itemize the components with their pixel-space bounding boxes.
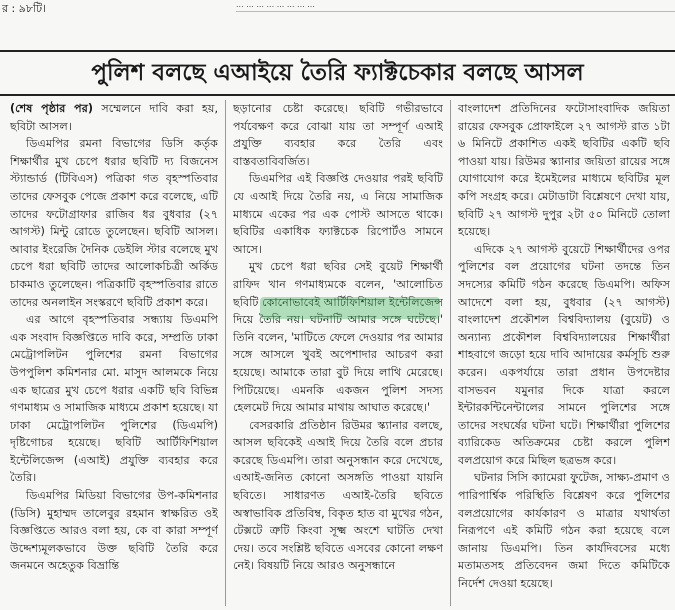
article-paragraph: ডিএমপির এই বিজ্ঞপ্তি দেওয়ার পরই ছবিটি যে এআই দিয়ে তৈরি নয়, এ নিয়ে সামাজিক মাধ্যমে একের পর এক পোস্ট আসতে থাকে। ছবিটির একাধিক ফ্যাক্টচেক রিপোর্টও সামনে আসে।: [233, 172, 443, 256]
article-paragraph: বাংলাদেশ প্রতিদিনের ফটোসাংবাদিক জয়িতা রায়ের ফেসবুক প্রোফাইলে ২৭ আগস্ট রাত ১টা ৬ মিনিটে প্রকাশিত একই ছবিটির একটি ছবি পাওয়া যায়। রিউমর স্ক্যানার জয়িতা রায়ের সঙ্গে যোগাযোগ করে ইমেইলের মাধ্যমে ছবিটির মূল কপি সংগ্রহ করে। মেটাডাটা বিশ্লেষণে দেখা যায়, ছবিটি ২৭ আগস্ট দুপুর ২টা ৫০ মিনিটে তোলা হয়েছে।: [458, 102, 670, 239]
page-count-fragment: র : ৯৮টি।: [2, 2, 47, 15]
article-column-3: [458, 100, 670, 606]
paragraph-text: সম্মেলনে দাবি করা হয়, ছবিটা আসল।: [10, 102, 218, 133]
column-divider: [450, 100, 451, 606]
article-paragraph: ডিএমপির মিডিয়া বিভাগের উপ-কমিশনার (ডিসি) মুহাম্মদ তালেবুর রহমান স্বাক্ষরিত ওই বিজ্ঞপ্তিতে আরও বলা হয়, কে বা কারা সম্পূর্ণ উদ্দেশ্যমূলকভাবে উক্ত ছবিটি তৈরি করে জনমনে অহেতুক বিভ্রান্তি: [10, 489, 218, 573]
article-paragraph: মুখ চেপে ধরা ছবির সেই বুয়েট শিক্ষার্থী রাফিদ খান গণমাধ্যমকে বলেন, 'আলোচিত ছবিটি কোনোভাবেই আর্টিফিশিয়াল ইন্টেলিজেন্স দিয়ে তৈরি নয়। ঘটনাটি আমার সঙ্গে ঘটেছে।' তিনি বলেন, 'মাটিতে ফেলে দেওয়ার পর আমার সঙ্গে আসলে খুবই অপেশাদার আচরণ করা হয়েছে। আমাকে তারা বুট দিয়ে লাথি মেরেছে। পিটিয়েছে। এমনকি একজন পুলিশ সদস্য হেলমেট দিয়ে আমার মাথায় আঘাত করেছে।': [233, 260, 443, 415]
top-strip: [0, 0, 675, 20]
headline-box: [0, 50, 675, 96]
article-paragraph: ঘটনার সিসি ক্যামেরা ফুটেজ, সাক্ষ্য-প্রমাণ ও পারিপার্শ্বিক পরিস্থিতি বিশ্লেষণ করে পুলিশের বলপ্রয়োগের কার্যকারণ ও মাত্রার যথার্থতা নিরূপণে এই কমিটি গঠন করা হয়েছে বলে জানায় ডিএমপি। তিন কার্যদিবসের মধ্যে মতামতসহ প্রতিবেদন জমা দিতে কমিটিকে নির্দেশ দেওয়া হয়েছে।: [458, 471, 670, 591]
article-headline: পুলিশ বলছে এআইয়ে তৈরি ফ্যাক্টচেকার বলছে আসল: [91, 59, 584, 86]
article-paragraph: ছড়ানোর চেষ্টা করেছে। ছবিটি গভীরভাবে পর্যবেক্ষণ করে বোঝা যায় তা সম্পূর্ণ এআই প্রযুক্তি ব্যবহার করে তৈরি এবং বাস্তবতাবিবর্জিত।: [233, 102, 443, 168]
previous-article-fragment: ... ... ... ... ... ... ... ...: [236, 0, 675, 12]
article-column-1: [10, 100, 218, 606]
article-paragraph: ডিএমপির রমনা বিভাগের ডিসি কর্তৃক শিক্ষার্থীর মুখ চেপে ধরার ছবিটি দ্য বিজনেস স্ট্যান্ডার্ড (টিবিএস) পত্রিকা গত বৃহস্পতিবার তাদের ফেসবুক পেজে প্রকাশ করে বলেছে, এটি তাদের ফটোগ্রাফার রাজিব ধর বুধবার (২৭ আগস্ট) মিন্টু রোডে তুলেছেন। ছবিটি আসল। আবার ইংরেজি দৈনিক ডেইলি স্টার বলেছে মুখ চেপে ধরা ছবিটি তাদের আলোকচিত্রী অর্কিড চাকমাও তুলেছেন। পত্রিকাটি বৃহস্পতিবার রাতে তাদের অনলাইন সংস্করণে ছবিটি প্রকাশ করে।: [10, 137, 218, 309]
article-column-2: [233, 100, 443, 606]
article-paragraph: এর আগে বৃহস্পতিবার সন্ধ্যায় ডিএমপি এক সংবাদ বিজ্ঞপ্তিতে দাবি করে, সম্প্রতি ঢাকা মেট্রোপলিটন পুলিশের রমনা বিভাগের উপপুলিশ কমিশনার মো. মাসুদ আলমকে নিয়ে এক ছাত্রের মুখ চেপে ধরার একটি ছবি বিভিন্ন গণমাধ্যম ও সামাজিক মাধ্যমে প্রকাশ হয়েছে। যা ঢাকা মেট্রোপলিটন পুলিশের (ডিএমপি) দৃষ্টিগোচর হয়েছে। ছবিটি আর্টিফিশিয়াল ইন্টেলিজেন্স (এআই) প্রযুক্তি ব্যবহার করে তৈরি।: [10, 313, 218, 485]
article-paragraph: বেসরকারি প্রতিষ্ঠান রিউমর স্ক্যানার বলছে, আসল ছবিকেই এআই দিয়ে তৈরি বলে প্রচার করেছে ডিএমপি। তারা অনুসন্ধান করে দেখেছে, এআই-জনিত কোনো অসঙ্গতি পাওয়া যায়নি ছবিতে। সাধারণত এআই-তৈরি ছবিতে অস্বাভাবিক প্রতিবিম্ব, বিকৃত হাত বা মুখের গঠন, টেক্সটে ত্রুটি কিংবা সূক্ষ্ম অংশে ঘাটতি দেখা দেয়। তবে সংশ্লিষ্ট ছবিতে এসবের কোনো লক্ষণ নেই। বিষয়টি নিয়ে আরও অনুসন্ধানে: [233, 418, 443, 573]
column-divider: [225, 100, 226, 606]
article-paragraph: [10, 100, 218, 135]
article-paragraph: এদিকে ২৭ আগস্ট বুয়েটে শিক্ষার্থীদের ওপর পুলিশের বল প্রয়োগের ঘটনা তদন্তে তিন সদস্যের কমিটি গঠন করেছে ডিএমপি। অফিস আদেশে বলা হয়, বুধবার (২৭ আগস্ট) বাংলাদেশ প্রকৌশল বিশ্ববিদ্যালয় (বুয়েট) ও অন্যান্য প্রকৌশল বিশ্ববিদ্যালয়ের শিক্ষার্থীরা শাহবাগে জড়ো হয়ে দাবি আদায়ের কর্মসূচি শুরু করেন। একপর্যায়ে তারা প্রধান উপদেষ্টার বাসভবন যমুনার দিকে যাত্রা করলে ইন্টারকন্টিনেন্টালের সামনে পুলিশের সঙ্গে তাদের সংঘর্ষের ঘটনা ঘটে। শিক্ষার্থীরা পুলিশের ব্যারিকেড অতিক্রমের চেষ্টা করলে পুলিশ বলপ্রয়োগ করে মিছিল ছত্রভঙ্গ করে।: [458, 242, 670, 467]
continuation-label: (শেষ পৃষ্ঠার পর): [10, 102, 94, 115]
